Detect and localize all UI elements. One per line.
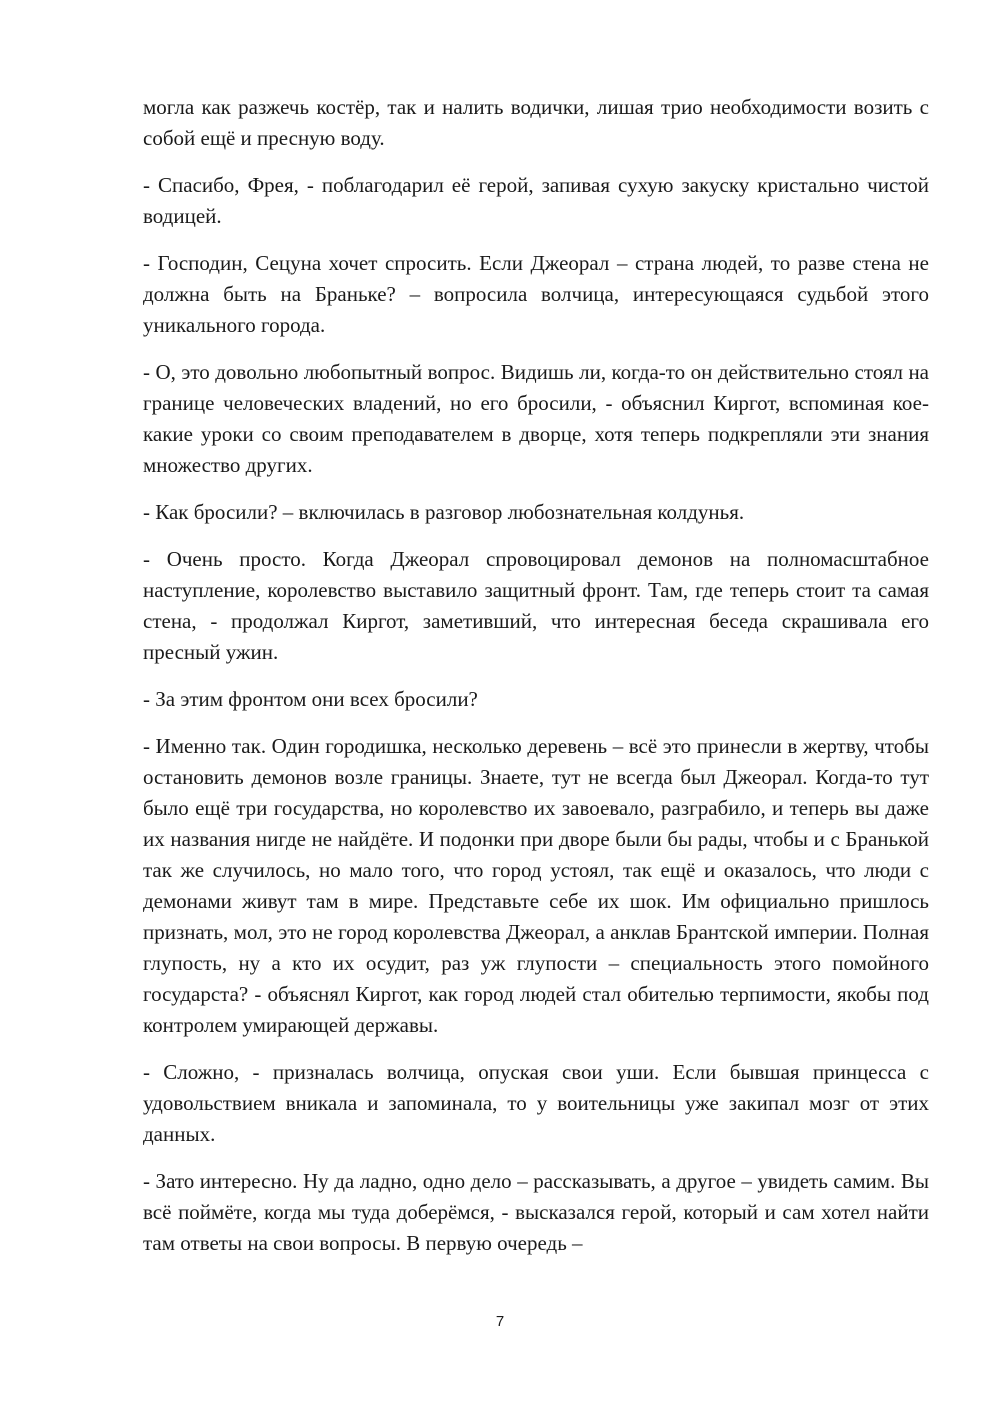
paragraph: - Очень просто. Когда Джеорал спровоцировал демонов на полномасштабное наступление, королевство выставило защитный фронт. Там, где теперь стоит та самая стена, - продолжал Киргот, заметивший, что интересная беседа скрашивала его пресный ужин. <box>143 547 929 664</box>
paragraph: - Зато интересно. Ну да ладно, одно дело – рассказывать, а другое – увидеть самим. Вы всё поймёте, когда мы туда доберёмся, - высказался герой, который и сам хотел найти там ответы на свои вопросы. В первую очередь – <box>143 1169 929 1255</box>
document-body <box>143 92 929 1275</box>
paragraph: могла как разжечь костёр, так и налить водички, лишая трио необходимости возить с собой ещё и пресную воду. <box>143 95 929 150</box>
paragraph: - Господин, Сецуна хочет спросить. Если Джеорал – страна людей, то разве стена не должна быть на Браньке? – вопросила волчица, интересующаяся судьбой этого уникального города. <box>143 251 929 337</box>
paragraph: - Как бросили? – включилась в разговор любознательная колдунья. <box>143 500 745 524</box>
paragraph: - Именно так. Один городишка, несколько деревень – всё это принесли в жертву, чтобы остановить демонов возле границы. Знаете, тут не всегда был Джеорал. Когда-то тут было ещё три государства, но королевство их завоевало, разграбило, и теперь вы даже их названия нигде не найдёте. И подонки при дворе были бы рады, чтобы и с Бранькой так же случилось, но мало того, что город устоял, так ещё и оказалось, что люди с демонами живут там в мире. Представьте себе их шок. Им официально пришлось признать, мол, это не город королевства Джеорал, а анклав Брантской империи. Полная глупость, ну а кто их осудит, раз уж глупости – специальность этого помойного государста? - объяснял Киргот, как город людей стал обителью терпимости, якобы под контролем умирающей державы. <box>143 734 929 1037</box>
paragraph: - За этим фронтом они всех бросили? <box>143 687 478 711</box>
page-number: 7 <box>495 1313 505 1330</box>
paragraph: - О, это довольно любопытный вопрос. Видишь ли, когда-то он действительно стоял на границе человеческих владений, но его бросили, - объяснил Киргот, вспоминая кое-какие уроки со своим преподавателем в дворце, хотя теперь подкрепляли эти знания множество других. <box>143 360 929 477</box>
paragraph: - Спасибо, Фрея, - поблагодарил её герой, запивая сухую закуску кристально чистой водицей. <box>143 173 929 228</box>
paragraph: - Сложно, - призналась волчица, опуская свои уши. Если бывшая принцесса с удовольствием вникала и запоминала, то у воительницы уже закипал мозг от этих данных. <box>143 1060 929 1146</box>
